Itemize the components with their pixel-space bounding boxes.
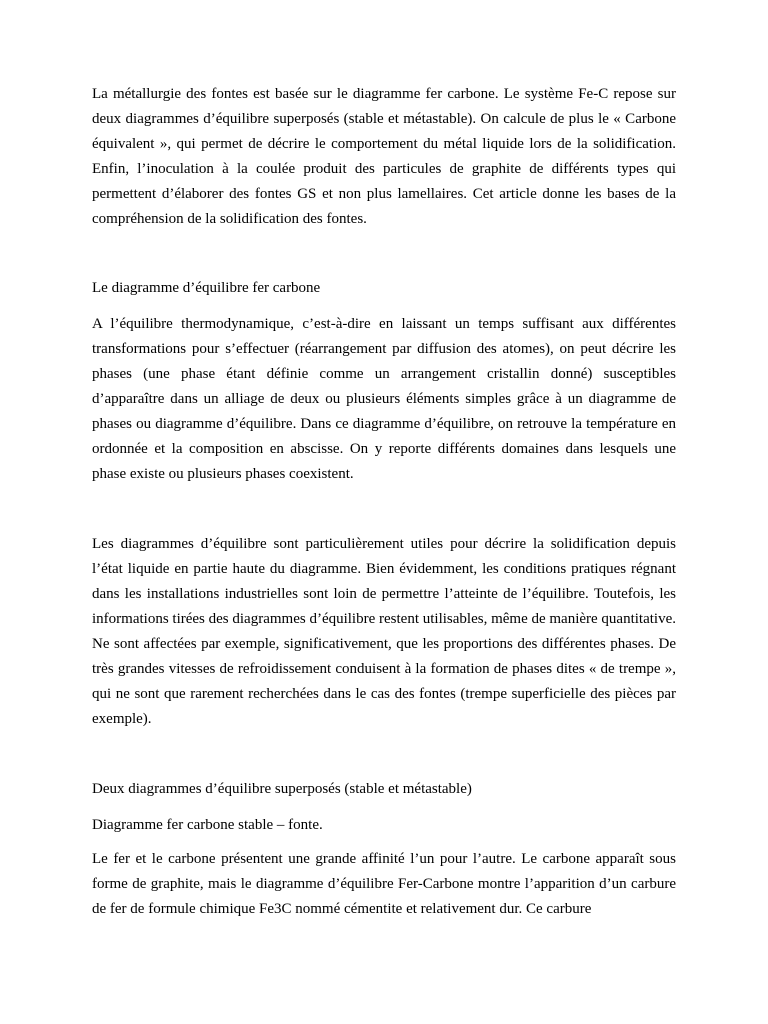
section-heading-superposes: Deux diagrammes d’équilibre superposés (stable et métastable) [92,781,472,797]
section-heading-diagramme: Le diagramme d’équilibre fer carbone [92,280,321,296]
paragraph-fer-carbone: Le fer et le carbone présentent une grande affinité l’un pour l’autre. Le carbone apparaît sous forme de graphite, mais le diagramme d’équilibre Fer-Carbone montre l’apparition d’un carbure de fer de formule chimique Fe3C nommé cémentite et relativement dur. Ce carbure [92,851,676,917]
paragraph-utilite-diagrammes: Les diagrammes d’équilibre sont particulièrement utiles pour décrire la solidification depuis l’état liquide en partie haute du diagramme. Bien évidemment, les conditions pratiques régnant dans les installations industrielles sont loin de permettre l’atteinte de l’équilibre. Toutefois, les informations tirées des diagrammes d’équilibre restent utilisables, même de manière quantitative. Ne sont affectées par exemple, significativement, que les proportions des différentes phases. De très grandes vitesses de refroidissement conduisent à la formation de phases dites « de trempe », qui ne sont que rarement recherchées dans le cas des fontes (trempe superficielle des pièces par exemple). [92,536,676,727]
document-page [92,82,676,922]
subheading-diagramme-stable: Diagramme fer carbone stable – fonte. [92,817,323,833]
intro-paragraph: La métallurgie des fontes est basée sur le diagramme fer carbone. Le système Fe-C repose sur deux diagrammes d’équilibre superposés (stable et métastable). On calcule de plus le « Carbone équivalent », qui permet de décrire le comportement du métal liquide lors de la solidification. Enfin, l’inoculation à la coulée produit des particules de graphite de différents types qui permettent d’élaborer des fontes GS et non plus lamellaires. Cet article donne les bases de la compréhension de la solidification des fontes. [92,86,676,227]
paragraph-equilibre-thermodynamique: A l’équilibre thermodynamique, c’est-à-dire en laissant un temps suffisant aux différentes transformations pour s’effectuer (réarrangement par diffusion des atomes), on peut décrire les phases (une phase étant définie comme un arrangement cristallin donné) susceptibles d’apparaître dans un alliage de deux ou plusieurs éléments simples grâce à un diagramme de phases ou diagramme d’équilibre. Dans ce diagramme d’équilibre, on retrouve la température en ordonnée et la composition en abscisse. On y reporte différents domaines dans lesquels une phase existe ou plusieurs phases coexistent. [92,316,676,482]
